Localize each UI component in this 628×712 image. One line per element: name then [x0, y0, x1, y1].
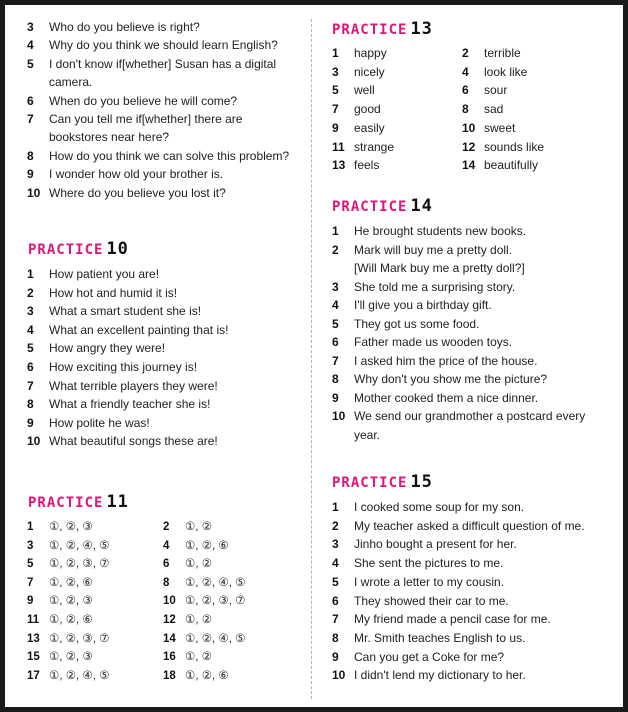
item-text: ①, ②	[185, 558, 213, 571]
item-number: 1	[332, 500, 339, 514]
item-text: What beautiful songs these are!	[49, 434, 218, 449]
item-number: 5	[332, 574, 339, 589]
item-number: 8	[332, 372, 339, 386]
item-number: 6	[462, 83, 469, 98]
item-text: Why don't you show me the picture?	[354, 372, 548, 386]
item-number: 3	[27, 20, 34, 34]
item-number: 2	[462, 46, 469, 60]
item-text: ①, ②, ③, ⑦	[185, 595, 246, 608]
item-number: 8	[27, 397, 34, 412]
item-number: 6	[27, 360, 34, 374]
item-number: 9	[27, 415, 34, 430]
item-number: 8	[462, 102, 469, 117]
item-text: When do you believe he will come?	[49, 93, 238, 108]
item-text: I'll give you a birthday gift.	[354, 298, 492, 312]
item-number: 6	[163, 558, 170, 571]
item-text: ①, ②	[185, 521, 213, 533]
item-number: 16	[163, 651, 176, 664]
practice-15-heading: PRACTICE 15	[332, 472, 433, 492]
item-number: 1	[332, 46, 339, 60]
item-text: What a friendly teacher she is!	[49, 397, 211, 412]
item-text: I wrote a letter to my cousin.	[354, 574, 505, 589]
item-text: She sent the pictures to me.	[354, 556, 504, 571]
practice-13-heading: PRACTICE 13	[332, 19, 433, 39]
item-number: 12	[462, 139, 476, 154]
item-number: 13	[332, 158, 346, 173]
item-number: 1	[27, 267, 34, 281]
item-number: 12	[163, 614, 176, 626]
column-divider	[311, 19, 312, 699]
item-text: Why do you think we should learn English?	[49, 38, 278, 53]
item-text: Who do you believe is right?	[49, 20, 200, 34]
item-text: ①, ②, ④, ⑤	[49, 669, 110, 682]
item-text: My friend made a pencil case for me.	[354, 612, 551, 627]
item-number: 3	[332, 537, 339, 552]
item-text: [Will Mark buy me a pretty doll?]	[354, 261, 525, 275]
item-number: 15	[27, 651, 40, 664]
item-number: 7	[27, 576, 34, 589]
item-text: What terrible players they were!	[49, 378, 218, 393]
item-text: ①, ②, ⑥	[49, 576, 93, 589]
item-text: nicely	[354, 64, 385, 79]
item-text: strange	[354, 139, 395, 154]
item-text: sounds like	[484, 139, 545, 154]
item-text: feels	[354, 158, 380, 173]
item-number: 5	[332, 316, 339, 331]
item-number: 14	[163, 632, 176, 645]
item-text: He brought students new books.	[354, 224, 527, 238]
item-number: 10	[163, 595, 176, 608]
item-number: 9	[332, 649, 339, 664]
item-text: I didn't lend my dictionary to her.	[354, 668, 526, 683]
item-number: 6	[27, 93, 34, 108]
item-text: well	[354, 83, 375, 98]
item-text: ①, ②, ③, ⑦	[49, 632, 110, 645]
item-text: I don't know if[whether] Susan has a digital	[49, 56, 277, 71]
item-number: 10	[462, 120, 476, 135]
item-number: 7	[332, 353, 339, 368]
item-number: 2	[332, 518, 339, 533]
item-number: 5	[27, 56, 34, 71]
item-text: happy	[354, 46, 387, 60]
item-text: We send our grandmother a postcard every	[354, 409, 586, 423]
item-number: 9	[332, 390, 339, 405]
item-number: 13	[27, 632, 40, 645]
item-text: How hot and humid it is!	[49, 285, 178, 300]
item-text: Mother cooked them a nice dinner.	[354, 390, 539, 405]
item-number: 10	[332, 668, 346, 683]
item-text: sour	[484, 83, 508, 98]
item-number: 4	[27, 322, 34, 337]
item-number: 3	[27, 304, 34, 319]
item-text: ①, ②, ⑥	[185, 539, 229, 552]
item-number: 5	[27, 341, 34, 356]
item-text: terrible	[484, 46, 521, 60]
item-number: 5	[332, 83, 339, 98]
item-number: 8	[163, 576, 170, 589]
item-number: 10	[27, 185, 41, 200]
item-number: 11	[27, 614, 40, 626]
item-text: How patient you are!	[49, 267, 160, 281]
item-text: I cooked some soup for my son.	[354, 500, 525, 514]
item-number: 14	[462, 158, 476, 173]
item-text: I asked him the price of the house.	[354, 353, 538, 368]
item-number: 9	[332, 120, 339, 135]
item-text: easily	[354, 120, 385, 135]
item-number: 4	[462, 64, 469, 79]
item-number: 8	[332, 630, 339, 645]
item-text: sweet	[484, 120, 516, 135]
item-number: 7	[27, 112, 34, 126]
item-number: 4	[332, 298, 339, 312]
item-text: Jinho bought a present for her.	[354, 537, 517, 552]
item-text: How polite he was!	[49, 415, 150, 430]
item-number: 7	[332, 612, 339, 627]
item-text: Father made us wooden toys.	[354, 335, 513, 349]
item-number: 2	[163, 521, 170, 533]
item-number: 18	[163, 669, 176, 682]
item-text: What an excellent painting that is!	[49, 322, 229, 337]
item-text: good	[354, 102, 381, 117]
item-number: 1	[27, 521, 34, 533]
item-text: sad	[484, 102, 504, 117]
item-text: ①, ②	[185, 614, 213, 626]
item-text: beautifully	[484, 158, 539, 173]
item-text: She told me a surprising story.	[354, 279, 516, 294]
item-text: look like	[484, 64, 528, 79]
answer-key-page	[5, 5, 623, 707]
practice-14-heading: PRACTICE 14	[332, 196, 433, 216]
item-text: How do you think we can solve this problem?	[49, 148, 290, 163]
item-number: 3	[332, 279, 339, 294]
item-number: 10	[27, 434, 41, 449]
item-text: My teacher asked a difficult question of me.	[354, 518, 585, 533]
item-text: year.	[354, 427, 381, 442]
item-text: They got us some food.	[354, 316, 480, 331]
item-number: 1	[332, 224, 339, 238]
practice-10-heading: PRACTICE 10	[28, 239, 129, 259]
item-text: ①, ②, ④, ⑤	[185, 576, 246, 589]
item-text: Can you tell me if[whether] there are	[49, 112, 243, 126]
item-text: They showed their car to me.	[354, 593, 509, 608]
item-number: 6	[332, 593, 339, 608]
item-text: ①, ②, ③	[49, 595, 93, 608]
item-number: 4	[27, 38, 34, 53]
item-number: 5	[27, 558, 34, 571]
item-number: 9	[27, 167, 34, 182]
item-text: camera.	[49, 75, 93, 90]
item-text: ①, ②	[185, 651, 213, 664]
item-number: 10	[332, 409, 346, 423]
item-text: Can you get a Coke for me?	[354, 649, 505, 664]
item-text: ①, ②, ③, ⑦	[49, 558, 110, 571]
item-text: How exciting this journey is!	[49, 360, 198, 374]
item-text: ①, ②, ⑥	[49, 614, 93, 626]
item-number: 3	[27, 539, 34, 552]
item-text: ①, ②, ⑥	[185, 669, 229, 682]
item-number: 2	[27, 285, 34, 300]
item-number: 8	[27, 148, 34, 163]
item-text: bookstores near here?	[49, 130, 170, 145]
item-text: Where do you believe you lost it?	[49, 185, 226, 200]
item-number: 9	[27, 595, 34, 608]
item-number: 7	[27, 378, 34, 393]
item-text: ①, ②, ③	[49, 521, 93, 533]
item-number: 11	[332, 139, 345, 154]
item-text: Mark will buy me a pretty doll.	[354, 242, 513, 257]
item-text: How angry they were!	[49, 341, 166, 356]
item-text: ①, ②, ④, ⑤	[49, 539, 110, 552]
practice-11-heading: PRACTICE 11	[28, 492, 129, 512]
item-text: ①, ②, ③	[49, 651, 93, 664]
item-text: ①, ②, ④, ⑤	[185, 632, 246, 645]
item-number: 4	[163, 539, 170, 552]
item-number: 3	[332, 64, 339, 79]
item-number: 17	[27, 669, 40, 682]
item-text: I wonder how old your brother is.	[49, 167, 224, 182]
item-text: Mr. Smith teaches English to us.	[354, 630, 526, 645]
item-number: 7	[332, 102, 339, 117]
item-number: 2	[332, 242, 339, 257]
item-number: 6	[332, 335, 339, 349]
item-number: 4	[332, 556, 339, 571]
item-text: What a smart student she is!	[49, 304, 202, 319]
